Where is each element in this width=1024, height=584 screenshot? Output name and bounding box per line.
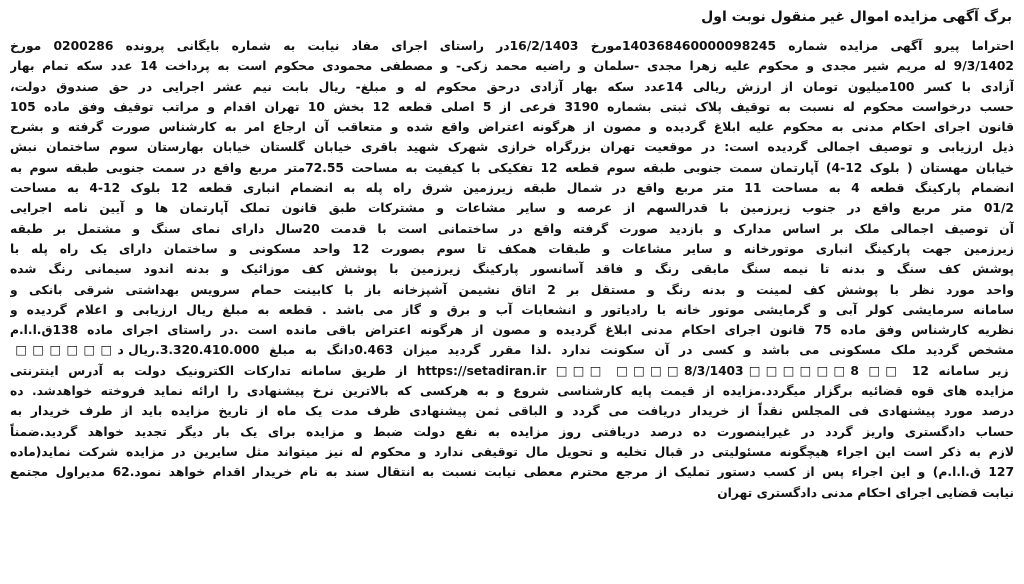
body-line: حسب درخواست محکوم له نسبت به توقیف پلاک ثبتی بشماره 3190 فرعی از 5 اصلی قطعه 12 بخش 10 تهران اقدام و مراتب توقیف وفق ماده 105: [10, 99, 1014, 114]
body-line: لازم به ذکر است این اجراء هیچگونه مسئولیتی در قبال تخلیه و تحویل مال توقیفی ندارد و محکوم له نیز میتواند مثل سایرین در مزایده شرکت نماید(ماده: [10, 444, 1014, 459]
body-line: آزادی با کسر 100میلیون تومان از ارزش ریالی 14عدد سکه بهار آزادی درحق محکوم له و مبلغ- ریال بابت نیم عشر اجرایی در حق صندوق دولت،: [10, 79, 1014, 94]
body-line: حساب دادگستری واریز گردد در غیراینصورت ده درصد دریافتی روز مزایده به نفع دولت ضبط و مزایده برای یک بار دیگر تجدید خواهد گردید.ضمناً: [10, 424, 1014, 439]
body-line: قانون اجرای احکام مدنی به محکوم علیه ابلاغ گردیده و مصون از هرگونه اعتراض واقع شده و متعاقب آن ارجاع امر به کارشناس صورت گرفته و بشرح: [10, 120, 1014, 135]
body-line: انضمام پارکینگ قطعه 4 به مساحت 11 متر مربع واقع در شمال طبقه زیرزمین شرق راه پله به انضمام انباری قطعه 12 بلوک 12-4 به مساحت: [10, 181, 1014, 196]
body-line: مشخص گردید ملک مسکونی می باشد و کسی در آن سکونت ندارد .لذا مقرر گردید میزان 0.463دانگ به مبلغ 3.320.410.000.ریال د□□□□□□: [10, 343, 1014, 358]
body-line: 127 ق.ا.ا.م) و این اجراء پس از کسب دستور تملیک از مرجع محترم معطی نیابت نسبت به انتقال سند به نام خریدار اقدام خواهد نمود.62 مدیراول مجتمع: [10, 465, 1014, 480]
body-line: 01/2 متر مربع واقع در جنوب زیرزمین با قدرالسهم از عرصه و سایر مشاعات و مشترکات طبق قانون تملک آپارتمان ها و آیین نامه اجرایی: [10, 201, 1014, 216]
body-line: واحد مورد نظر با پوشش کف لمینت و بدنه رنگ و مستقل بر 2 اتاق نشیمن آشپزخانه باز با کابینت حمام سرویس بهداشتی شرقی بانکی و: [10, 282, 1014, 297]
body-line: احتراما پیرو آگهی مزایده شماره 140368460000098245مورخ 16/2/1403در راستای اجرای مفاد نیابت به شماره بایگانی پرونده 0200286 مورخ: [10, 39, 1014, 53]
body-line: آن توصیف اجمالی ملک بر اساس مدارک و بازدید صورت گرفته واقع در ساختمانی است با قدمت 20سال دارای نمای سنگ و مشتمل بر طبقه: [10, 221, 1014, 236]
body-line: ذیل ارزیابی و توصیف اجمالی گردیده است: در موقعیت تهران بزرگراه خرازی شهرک شهید باقری خیابان گلستان خیابان بهارستان سوم ساختمان نبش: [10, 140, 1014, 155]
body-line: خیابان مهستان ( بلوک 12-4) آپارتمان سمت جنوبی طبقه سوم قطعه 12 تفکیکی با کیفیت به مساحت 72.55متر مربع واقع در سمت جنوبی طبقه سوم به: [10, 160, 1014, 175]
body-line: زیرزمین جهت پارکینگ انباری موتورخانه و سایر مشاعات و طبقات همکف تا سوم بصورت 12 واحد مسکونی و ساختمان دارای یک راه پله با: [10, 241, 1014, 256]
body-line: نیابت قضایی اجرای احکام مدنی دادگستری تهران: [717, 485, 1014, 500]
document-title: برگ آگهی مزایده اموال غیر منقول نوبت اول: [701, 9, 1012, 25]
body-line: زیر سامانه https://setadiran.ir □□□ □□□□8/3/1403□□□□□□8 □□ 12 از طریق سامانه تدارکات الکترونیک دولت به آدرس اینترنتی: [10, 363, 1009, 378]
document-body: [10, 36, 1014, 503]
body-line: نظریه کارشناس وفق ماده 75 قانون اجرای احکام مدنی ابلاغ گردیده و مصون از هرگونه اعتراض باقی مانده است .در راستای اجرای ماده 138ق.ا.ا.م: [10, 323, 1014, 338]
body-line: پوشش کف سنگ و بدنه تا نیمه سنگ مابقی رنگ و فاقد آسانسور پارکینگ زیرزمین با پوشش کف موزائیک و بدنه اندود سیمانی رنگ شده: [10, 262, 1014, 277]
body-line: سامانه سرمایشی کولر آبی و گرمایشی موتور خانه با رادیاتور و انشعابات آب و برق و گاز می باشد . قطعه به مبلغ ریال ارزیابی و اعلام گردیده و: [10, 302, 1014, 317]
body-line: مزایده های قوه قضائیه برگزار میگردد.مزایده از قیمت پایه کارشناسی شروع و به هرکسی که بالاترین نرخ پیشنهادی را ارائه نماید فروخته خواهدشد. ده: [10, 384, 1014, 399]
body-line: 9/3/1402 له مریم شیر مجدی و محکوم علیه زهرا مجدی -سلمان و راضیه محمد زکی- و مصطفی محمودی محکوم است به پرداخت 14 عدد سکه تمام بهار: [10, 59, 1014, 74]
body-line: درصد مورد پیشنهادی فی المجلس نقداً از خریدار دریافت می گردد و الباقی ثمن پیشنهادی ظرف مدت یک ماه از تاریخ مزایده باید از طرف خریدار به: [10, 404, 1014, 419]
